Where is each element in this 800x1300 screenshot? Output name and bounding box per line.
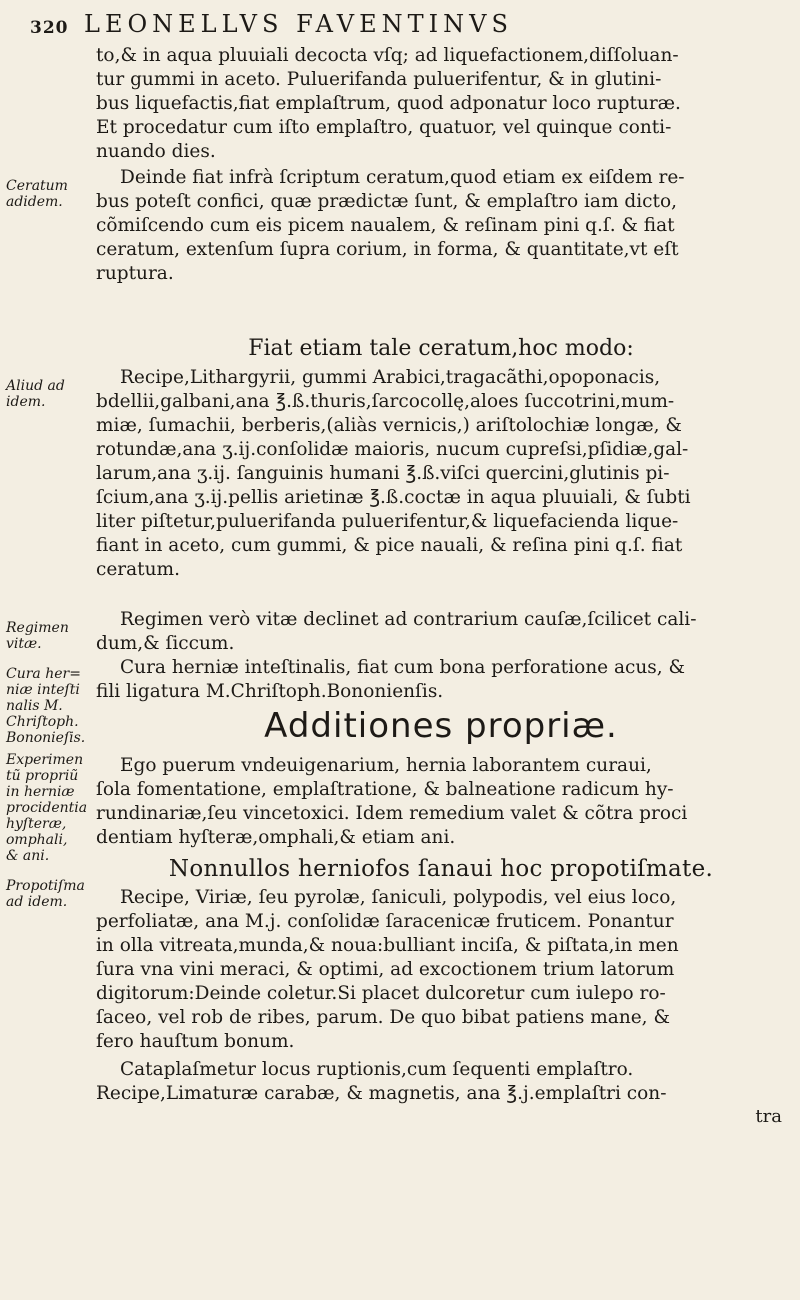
text-line: nuando dies. xyxy=(96,141,216,162)
margin-note-propotisma: Propotiſma ad idem. xyxy=(6,878,85,910)
text-line: Recipe,Lithargyrii, gummi Arabici,tragacãthi,opoponacis, xyxy=(120,367,661,388)
text-line: fero hauſtum bonum. xyxy=(96,1031,295,1052)
paragraph-1 xyxy=(96,44,786,164)
text-line: ruptura. xyxy=(96,263,174,284)
text-line: ſcium,ana ʒ.ij.pellis arietinæ ℥.ß.coctæ in aqua pluuiali, & ſubti xyxy=(96,487,691,508)
paragraph-7 xyxy=(96,1058,786,1106)
margin-note-cura-herniae: Cura her= niæ inteſti nalis M. Chriſtoph. Bononieſis. xyxy=(6,666,86,746)
text-line: Cura herniæ inteſtinalis, fiat cum bona perforatione acus, & xyxy=(120,657,686,678)
text-line: rundinariæ,ſeu vincetoxici. Idem remedium valet & cõtra proci xyxy=(96,803,688,824)
subheading-propotisma: Nonnullos herniofos ſanaui hoc propotiſmate. xyxy=(168,856,714,882)
text-line: Et procedatur cum iſto emplaſtro, quatuor, vel quinque conti- xyxy=(96,117,672,138)
margin-note-experimentum: Experimen tũ propriũ in herniæ procidentia hyſteræ, omphali, & ani. xyxy=(6,752,88,864)
text-line: ſaceo, vel rob de ribes, parum. De quo bibat patiens mane, & xyxy=(96,1007,670,1028)
text-line: fili ligatura M.Chriſtoph.Bononienſis. xyxy=(96,681,444,702)
paragraph-3 xyxy=(96,366,786,582)
margin-note-regimen: Regimen vitæ. xyxy=(6,620,69,652)
text-line: digitorum:Deinde coletur.Si placet dulcoretur cum iulepo ro- xyxy=(96,983,666,1004)
text-line: Deinde fiat infrà ſcriptum ceratum,quod etiam ex eiſdem re- xyxy=(120,167,685,188)
section-heading-additiones: Additiones propriæ. xyxy=(264,706,618,746)
text-line: miæ, ſumachii, berberis,(aliàs vernicis,) ariſtolochiæ longæ, & xyxy=(96,415,682,436)
text-line: to,& in aqua pluuiali decocta vſq; ad liquefactionem,diſſoluan- xyxy=(96,45,679,66)
text-line: bus liquefactis,fiat emplaſtrum, quod adponatur loco rupturæ. xyxy=(96,93,681,114)
text-line: ſola fomentatione, emplaſtratione, & balneatione radicum hy- xyxy=(96,779,674,800)
margin-note-aliud: Aliud ad idem. xyxy=(6,378,65,410)
text-line: dentiam hyſteræ,omphali,& etiam ani. xyxy=(96,827,456,848)
paragraph-5 xyxy=(96,754,786,850)
text-line: Ego puerum vndeuigenarium, hernia laborantem curaui, xyxy=(120,755,652,776)
paragraph-4 xyxy=(96,608,786,704)
running-head: LEONELLVS FAVENTINVS xyxy=(84,10,513,38)
text-line: Recipe, Viriæ, ſeu pyrolæ, ſaniculi, polypodis, vel eius loco, xyxy=(120,887,677,908)
text-line: ſura vna vini meraci, & optimi, ad excoctionem trium latorum xyxy=(96,959,675,980)
text-line: ceratum, extenſum ſupra corium, in forma, & quantitate,vt eſt xyxy=(96,239,679,260)
catchword: tra xyxy=(755,1106,782,1127)
text-line: larum,ana ʒ.ij. ſanguinis humani ℥.ß.viſci quercini,glutinis pi- xyxy=(96,463,670,484)
text-line: in olla vitreata,munda,& noua:bulliant inciſa, & piſtata,in men xyxy=(96,935,679,956)
text-line: ceratum. xyxy=(96,559,180,580)
text-line: perfoliatæ, ana M.j. conſolidæ ſaracenicæ fruticem. Ponantur xyxy=(96,911,674,932)
paragraph-2 xyxy=(96,166,786,286)
text-line: dum,& ſiccum. xyxy=(96,633,235,654)
page-header xyxy=(22,8,782,42)
text-line: liter piſtetur,puluerifanda puluerifentur,& liquefacienda lique- xyxy=(96,511,679,532)
text-line: fiant in aceto, cum gummi, & pice nauali, & reſina pini q.ſ. fiat xyxy=(96,535,683,556)
text-line: bus poteſt confici, quæ prædictæ ſunt, & emplaſtro iam dicto, xyxy=(96,191,677,212)
page-number: 320 xyxy=(30,18,69,38)
text-line: rotundæ,ana ʒ.ij.conſolidæ maioris, nucum cupreſsi,pſidiæ,gal- xyxy=(96,439,689,460)
subheading-ceratum: Fiat etiam tale ceratum,hoc modo: xyxy=(248,336,634,361)
text-line: Recipe,Limaturæ carabæ, & magnetis, ana ℥.j.emplaſtri con- xyxy=(96,1083,667,1104)
paragraph-6 xyxy=(96,886,786,1054)
margin-note-ceratum: Ceratum adidem. xyxy=(6,178,68,210)
text-line: Regimen verò vitæ declinet ad contrarium cauſæ,ſcilicet cali- xyxy=(120,609,697,630)
text-line: bdellii,galbani,ana ℥.ß.thuris,ſarcocollę,aloes ſuccotrini,mum- xyxy=(96,391,675,412)
text-line: tur gummi in aceto. Puluerifanda puluerifentur, & in glutini- xyxy=(96,69,662,90)
text-line: cõmiſcendo cum eis picem naualem, & reſinam pini q.ſ. & fiat xyxy=(96,215,675,236)
text-line: Cataplaſmetur locus ruptionis,cum ſequenti emplaſtro. xyxy=(120,1059,634,1080)
